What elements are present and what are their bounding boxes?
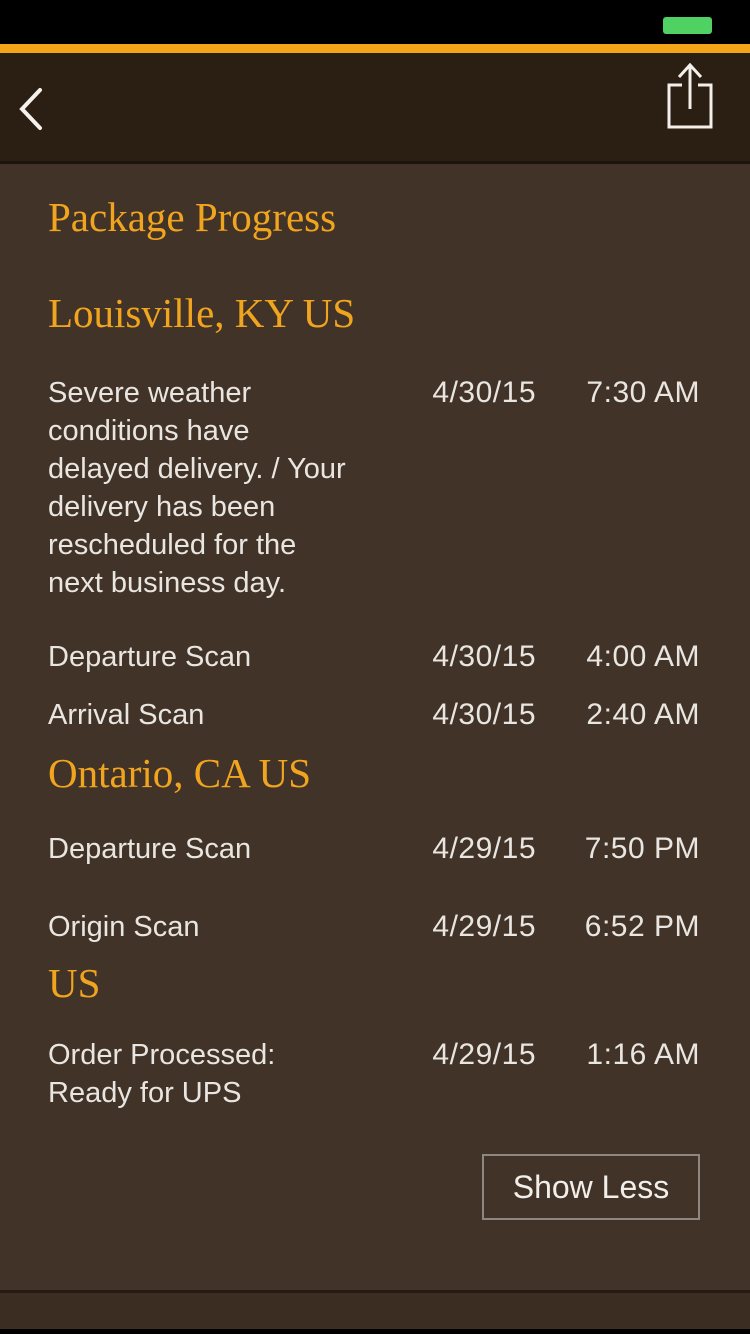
chevron-left-icon xyxy=(14,84,54,134)
event-date: 4/29/15 xyxy=(432,1038,536,1071)
button-row xyxy=(48,1154,700,1220)
nav-bar xyxy=(0,53,750,164)
brand-accent-bar xyxy=(0,44,750,53)
package-progress-panel xyxy=(0,164,750,1290)
event-time: 6:52 PM xyxy=(584,910,700,943)
show-less-button[interactable]: Show Less xyxy=(482,1154,700,1220)
share-button[interactable] xyxy=(665,61,715,131)
back-button[interactable] xyxy=(14,84,54,134)
event-description: Arrival Scan xyxy=(48,699,205,731)
battery-icon xyxy=(663,17,712,34)
tracking-event-row xyxy=(48,638,700,676)
section-heading-ontario: Ontario, CA US xyxy=(48,750,312,796)
event-date: 4/29/15 xyxy=(432,832,536,865)
event-description: Departure Scan xyxy=(48,833,252,865)
event-date: 4/30/15 xyxy=(432,640,536,673)
share-icon xyxy=(665,61,715,131)
tracking-event-row xyxy=(48,374,700,602)
event-date: 4/30/15 xyxy=(432,698,536,731)
event-time: 1:16 AM xyxy=(586,1038,700,1071)
page-title: Package Progress xyxy=(48,194,337,240)
event-time: 2:40 AM xyxy=(586,698,700,731)
tracking-event-row xyxy=(48,830,700,868)
section-heading-louisville: Louisville, KY US xyxy=(48,290,356,336)
event-time: 4:00 AM xyxy=(586,640,700,673)
event-description: Departure Scan xyxy=(48,641,252,673)
event-time: 7:50 PM xyxy=(584,832,700,865)
event-description: Origin Scan xyxy=(48,911,200,943)
event-date: 4/30/15 xyxy=(432,376,536,409)
event-time: 7:30 AM xyxy=(586,376,700,409)
footer-bar xyxy=(0,1290,750,1329)
event-description: Order Processed: Ready for UPS xyxy=(48,1039,276,1109)
tracking-event-row xyxy=(48,696,700,734)
event-date: 4/29/15 xyxy=(432,910,536,943)
event-description: Severe weather conditions have delayed delivery. / Your delivery has been rescheduled for the next business day. xyxy=(48,377,346,599)
section-heading-us: US xyxy=(48,960,101,1006)
status-bar xyxy=(0,0,750,44)
tracking-event-row xyxy=(48,908,700,946)
tracking-event-row xyxy=(48,1036,700,1112)
bottom-black-bar xyxy=(0,1329,750,1334)
